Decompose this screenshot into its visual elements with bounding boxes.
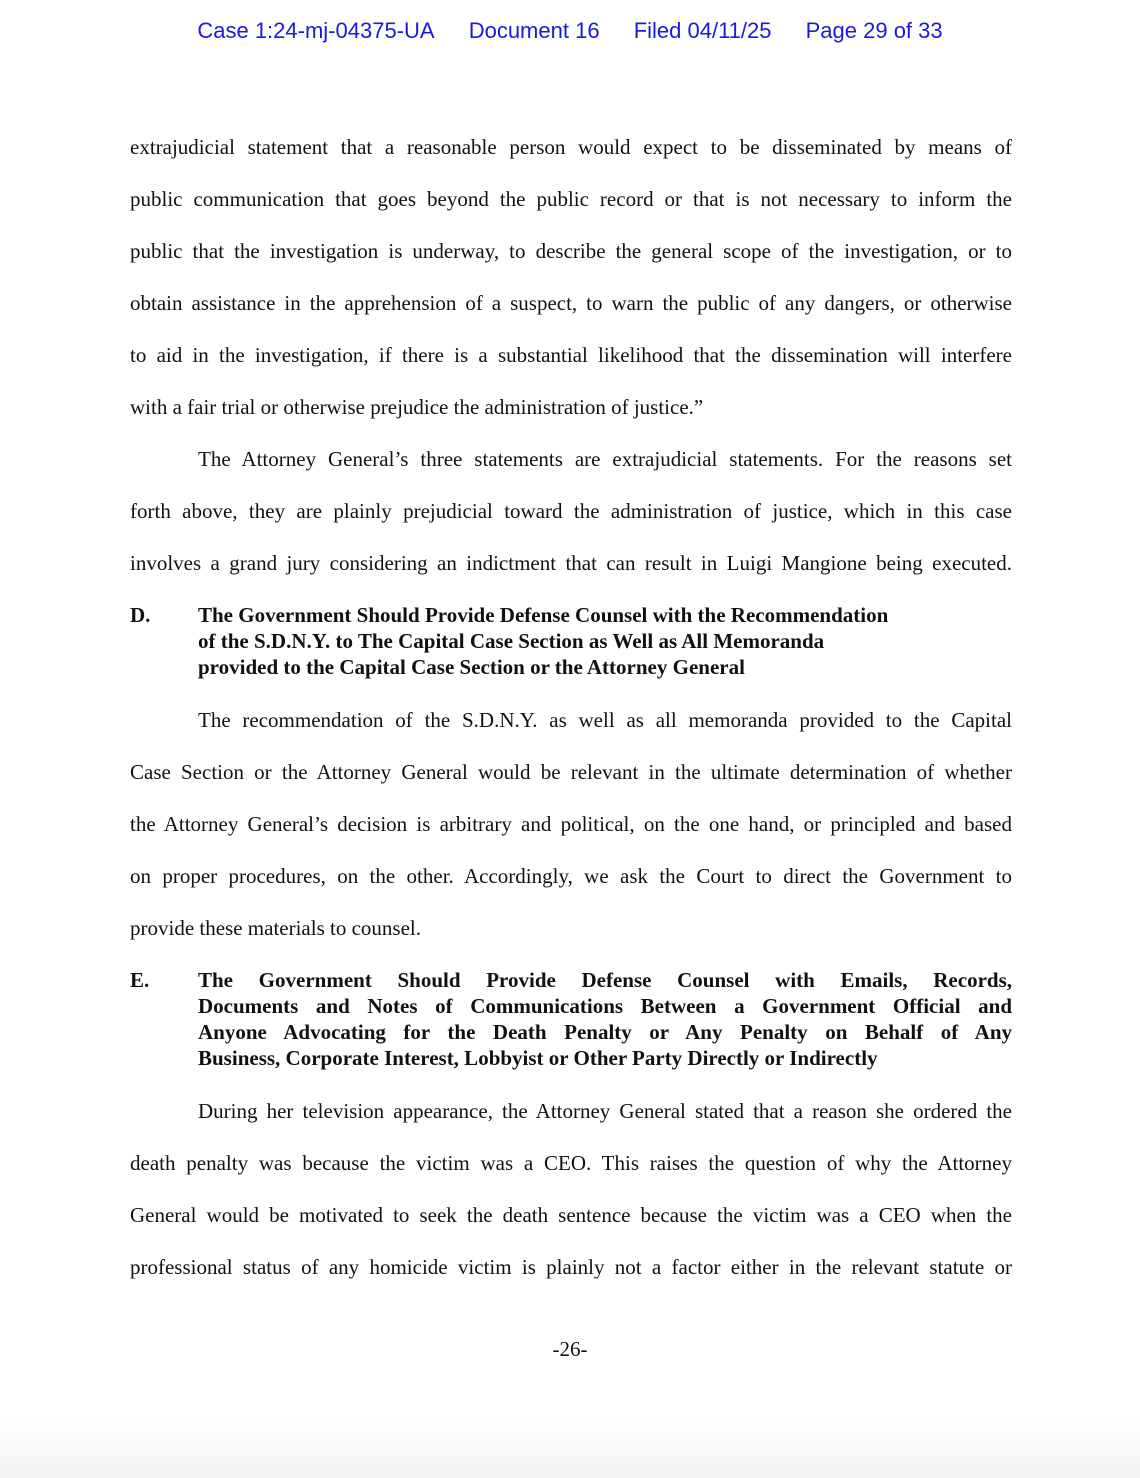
paragraph-line: the Attorney General’s decision is arbitrary and political, on the one hand, or principled and based	[130, 812, 1012, 836]
section-title	[198, 602, 1012, 680]
heading-line: Anyone Advocating for the Death Penalty or Any Penalty on Behalf of Any	[198, 1020, 1012, 1044]
heading-line: provided to the Capital Case Section or the Attorney General	[198, 655, 745, 679]
page-indicator: Page 29 of 33	[805, 18, 943, 43]
section-heading-e	[130, 967, 1012, 1071]
heading-line: The Government Should Provide Defense Counsel with Emails, Records,	[198, 968, 1012, 992]
paragraph-line: professional status of any homicide victim is plainly not a factor either in the relevant statute or	[130, 1255, 1012, 1279]
case-number: Case 1:24-mj-04375-UA	[197, 18, 435, 43]
paragraph-line: The recommendation of the S.D.N.Y. as well as all memoranda provided to the Capital	[198, 708, 1012, 732]
heading-line: of the S.D.N.Y. to The Capital Case Section as Well as All Memoranda	[198, 629, 825, 653]
heading-line: Documents and Notes of Communications Between a Government Official and	[198, 994, 1012, 1018]
paragraph-line: obtain assistance in the apprehension of a suspect, to warn the public of any dangers, or otherwise	[130, 291, 1012, 315]
ecf-filing-header	[0, 18, 1140, 44]
paragraph-line: extrajudicial statement that a reasonable person would expect to be disseminated by means of	[130, 135, 1012, 159]
paragraph-line: public communication that goes beyond the public record or that is not necessary to inform the	[130, 187, 1012, 211]
paragraph-line: public that the investigation is underway, to describe the general scope of the investigation, or to	[130, 239, 1012, 263]
page-number: -26-	[552, 1337, 588, 1361]
paragraph-line: During her television appearance, the Attorney General stated that a reason she ordered the	[198, 1099, 1012, 1123]
heading-line: The Government Should Provide Defense Counsel with the Recommendation	[198, 603, 889, 627]
paragraph-line: death penalty was because the victim was a CEO. This raises the question of why the Attorney	[130, 1151, 1012, 1175]
paragraph-line: on proper procedures, on the other. Accordingly, we ask the Court to direct the Government to	[130, 864, 1012, 888]
paragraph-line: with a fair trial or otherwise prejudice the administration of justice.”	[130, 395, 704, 419]
page-edge-shadow	[0, 1418, 1140, 1478]
paragraph-line: General would be motivated to seek the death sentence because the victim was a CEO when the	[130, 1203, 1012, 1227]
heading-line: Business, Corporate Interest, Lobbyist or Other Party Directly or Indirectly	[198, 1046, 878, 1070]
section-letter: D.	[130, 603, 151, 627]
paragraph-line: involves a grand jury considering an indictment that can result in Luigi Mangione being executed.	[130, 551, 1012, 575]
paragraph-line: forth above, they are plainly prejudicial toward the administration of justice, which in this case	[130, 499, 1012, 523]
filed-date: Filed 04/11/25	[633, 18, 772, 43]
section-title	[198, 967, 1012, 1071]
document-number: Document 16	[468, 18, 600, 43]
section-letter: E.	[130, 968, 150, 992]
paragraph-line: to aid in the investigation, if there is a substantial likelihood that the dissemination will interfere	[130, 343, 1012, 367]
paragraph-line: provide these materials to counsel.	[130, 916, 421, 940]
section-heading-d	[130, 602, 1012, 680]
paragraph-line: Case Section or the Attorney General would be relevant in the ultimate determination of whether	[130, 760, 1012, 784]
paragraph-line: The Attorney General’s three statements are extrajudicial statements. For the reasons set	[198, 447, 1012, 471]
